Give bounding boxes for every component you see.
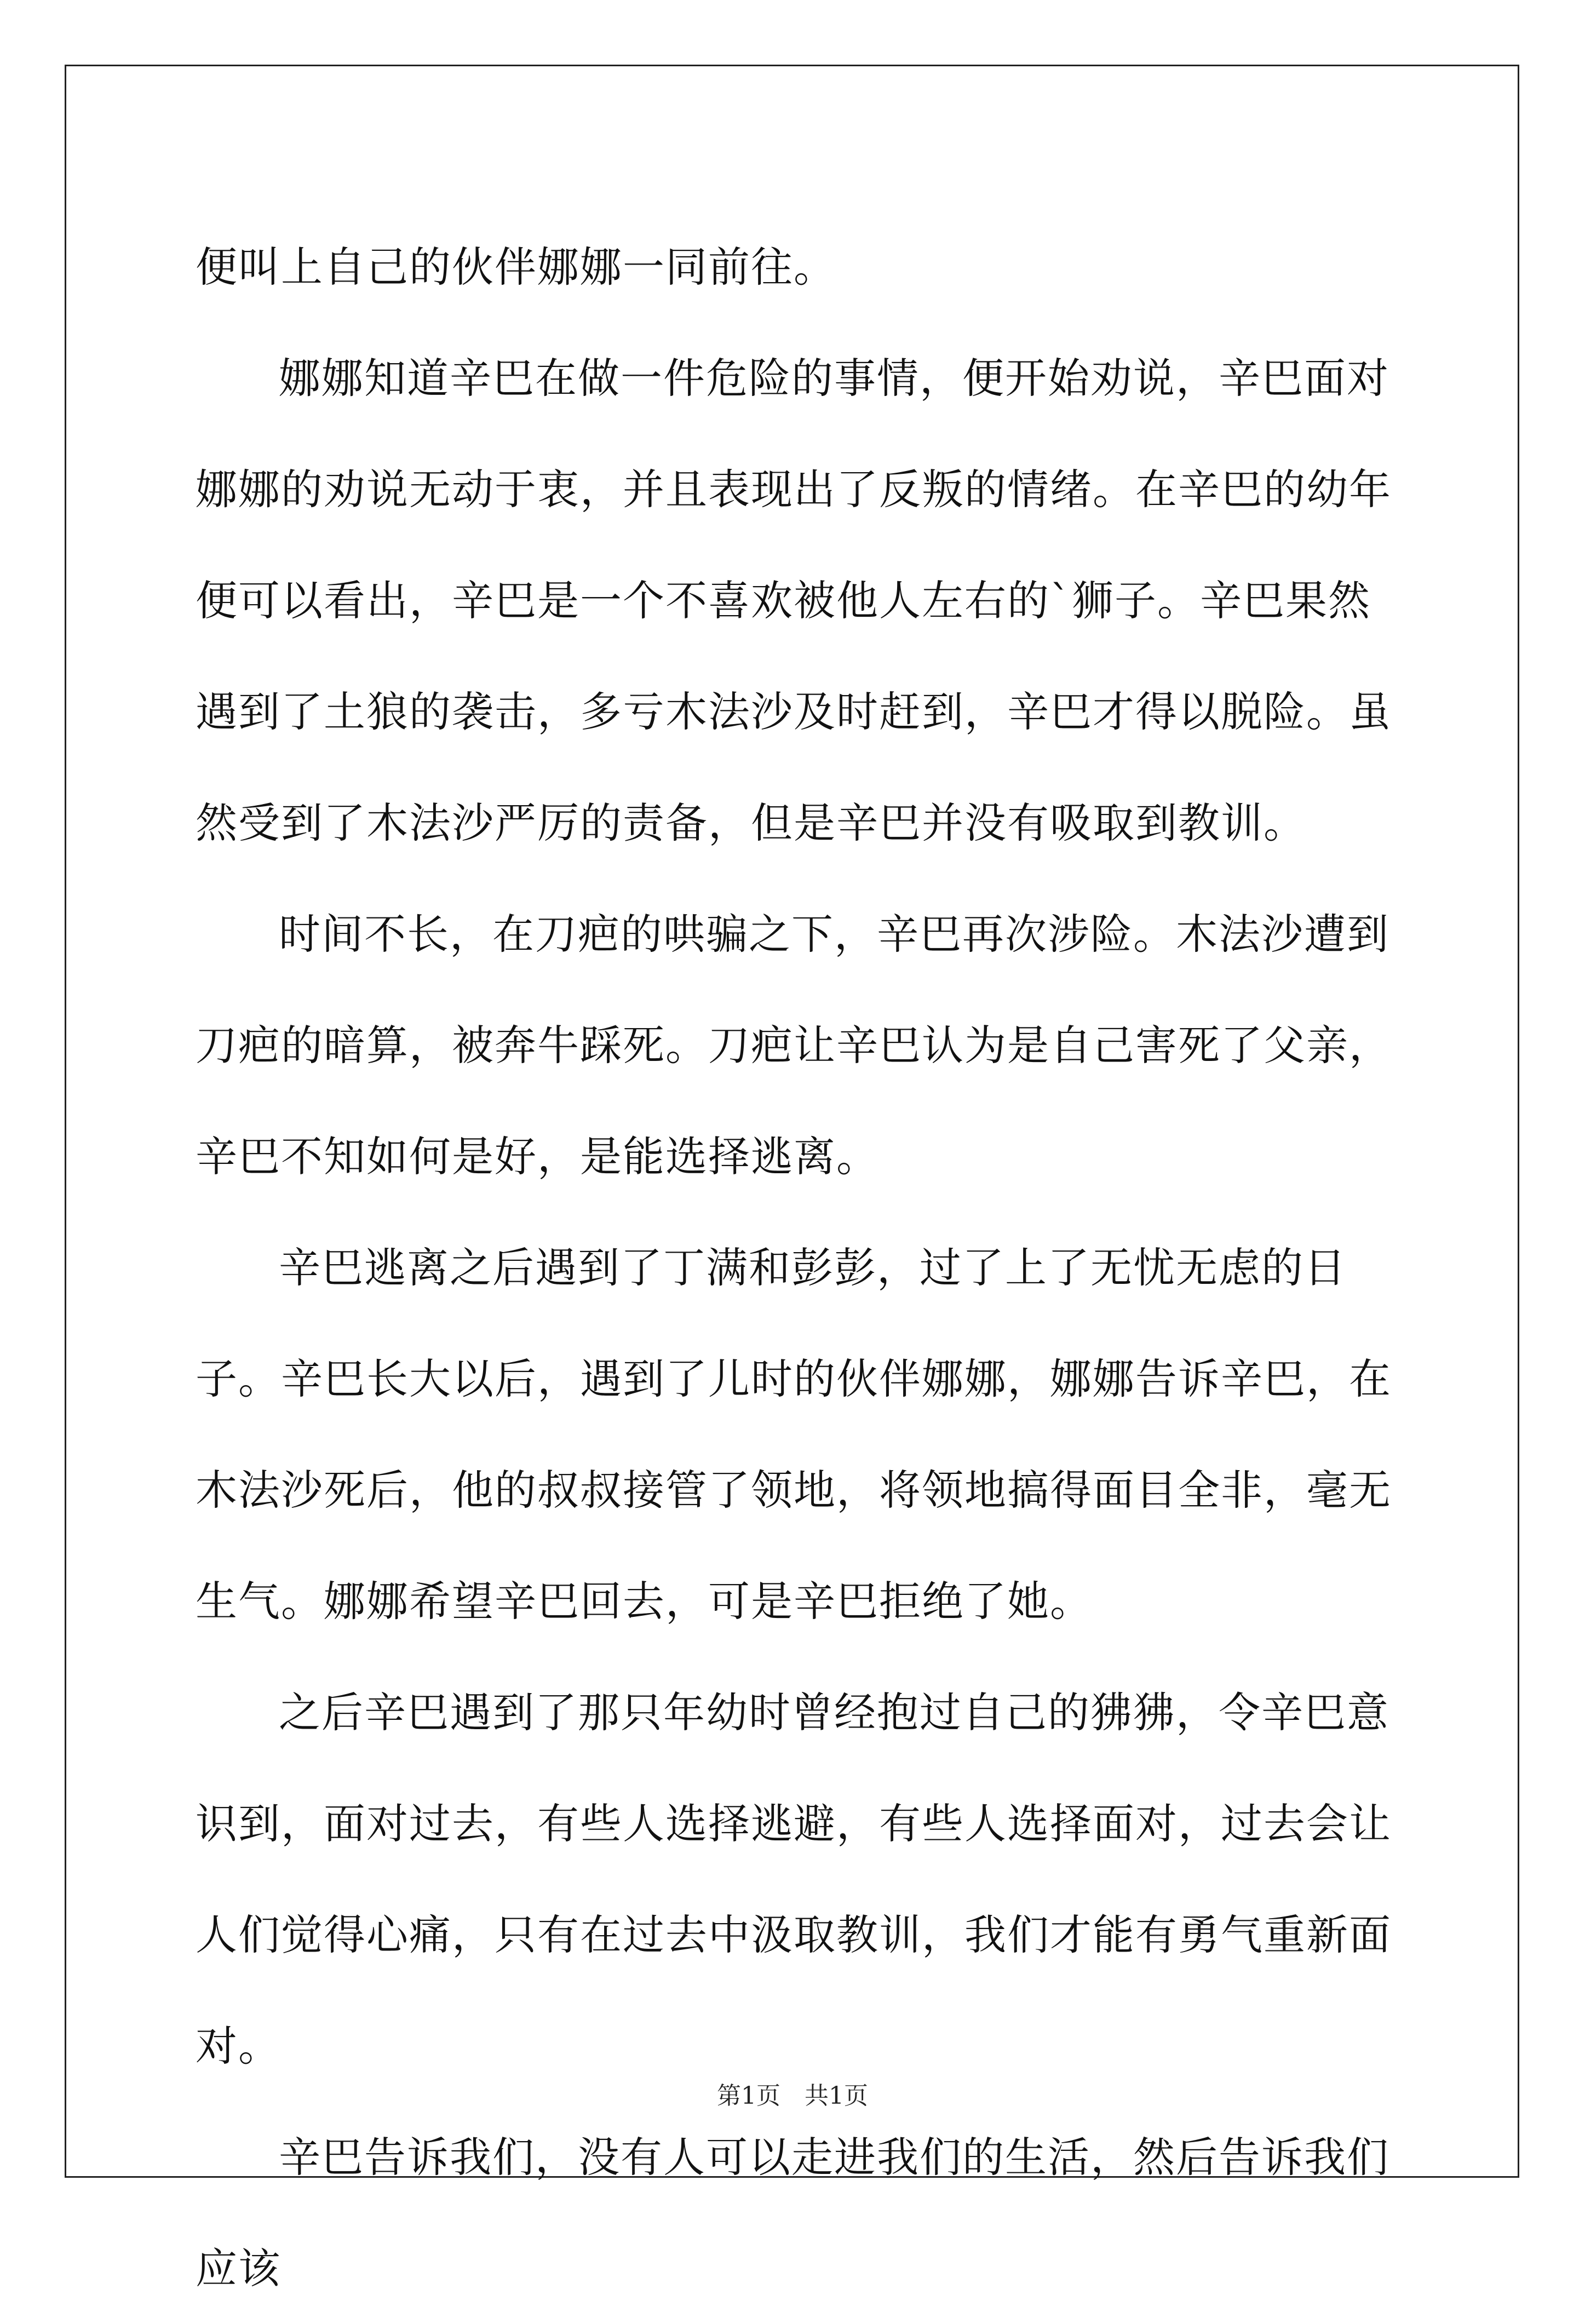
paragraph-6: 辛巴告诉我们，没有人可以走进我们的生活，然后告诉我们应该 <box>196 2133 1389 2293</box>
paragraph-4: 辛巴逃离之后遇到了丁满和彭彭，过了上了无忧无虑的日子。辛巴长大以后，遇到了儿时的伙伴娜娜，娜娜告诉辛巴，在木法沙死后，他的叔叔接管了领地，将领地搞得面目全非，毫无生气。娜娜希望辛巴回去，可是辛巴拒绝了她。 <box>196 1243 1392 1626</box>
page-number-footer: 第1页 共1页 <box>717 2082 868 2110</box>
paragraph-5: 之后辛巴遇到了那只年幼时曾经抱过自己的狒狒，令辛巴意识到，面对过去，有些人选择逃避，有些人选择面对，过去会让人们觉得心痛，只有在过去中汲取教训，我们才能有勇气重新面对。 <box>196 1688 1392 2070</box>
paragraph-3: 时间不长，在刀疤的哄骗之下，辛巴再次涉险。木法沙遭到刀疤的暗算，被奔牛踩死。刀疤让辛巴认为是自己害死了父亲，辛巴不知如何是好，是能选择逃离。 <box>196 910 1392 1181</box>
paragraph-2: 娜娜知道辛巴在做一件危险的事情，便开始劝说，辛巴面对娜娜的劝说无动于衷，并且表现出了反叛的情绪。在辛巴的幼年便可以看出，辛巴是一个不喜欢被他人左右的`狮子。辛巴果然遇到了土狼的袭击，多亏木法沙及时赶到，辛巴才得以脱险。虽然受到了木法沙严厉的责备，但是辛巴并没有吸取到教训。 <box>196 354 1392 847</box>
document-body <box>196 211 1400 2324</box>
paragraph-1: 便叫上自己的伙伴娜娜一同前往。 <box>196 243 836 291</box>
